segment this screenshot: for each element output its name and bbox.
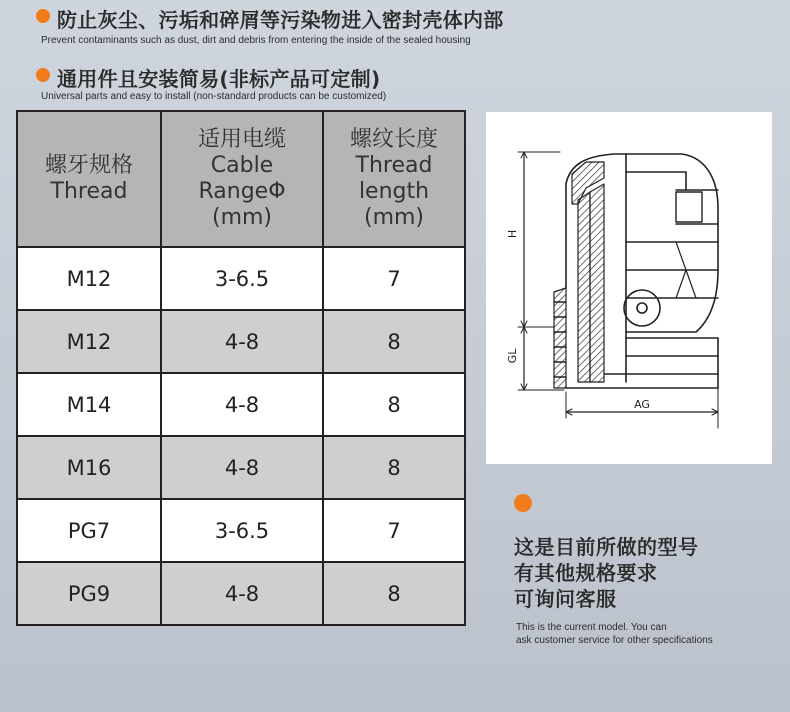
thread-length-cell: 8 (323, 310, 465, 373)
thread-length-cell: 8 (323, 562, 465, 625)
feature-subtitle-1: Prevent contaminants such as dust, dirt and debris from entering the inside of the sealed housing (41, 35, 471, 46)
column-header-line: Cable (210, 153, 274, 178)
column-header-cable-range (161, 111, 323, 247)
orange-bullet-icon (36, 68, 50, 82)
table-row (17, 499, 465, 562)
feature-title-2: 通用件且安装简易(非标产品可定制) (57, 67, 381, 91)
column-header-line: RangeΦ (198, 179, 286, 204)
note-line-3: 可询问客服 (514, 587, 617, 611)
note-line-1: 这是目前所做的型号 (514, 535, 699, 559)
cable-range-cell: 3-6.5 (161, 247, 323, 310)
thread-cell: PG7 (17, 499, 161, 562)
cable-range-cell: 4-8 (161, 436, 323, 499)
spec-table (16, 110, 466, 626)
column-header-thread-length (323, 111, 465, 247)
table-header-row (17, 111, 465, 247)
thread-cell: M14 (17, 373, 161, 436)
thread-length-cell: 8 (323, 436, 465, 499)
table-row (17, 562, 465, 625)
orange-bullet-icon (514, 494, 532, 512)
table-row (17, 247, 465, 310)
table-row (17, 310, 465, 373)
dimension-label-h: H (506, 229, 519, 239)
column-header-line: 螺牙规格 (44, 153, 133, 178)
thread-cell: M12 (17, 310, 161, 373)
note-english-line-1: This is the current model. You can (516, 622, 667, 633)
table-row (17, 436, 465, 499)
column-header-line: 适用电缆 (197, 127, 286, 152)
table-row (17, 373, 465, 436)
column-header-line: length (358, 179, 430, 204)
column-header-line: (mm) (211, 205, 273, 230)
thread-length-cell: 7 (323, 499, 465, 562)
cable-range-cell: 4-8 (161, 373, 323, 436)
note-line-2: 有其他规格要求 (514, 561, 658, 585)
feature-title-1: 防止灰尘、污垢和碎屑等污染物进入密封壳体内部 (57, 8, 504, 32)
column-header-line: Thread (50, 179, 128, 204)
cable-gland-diagram (486, 112, 772, 464)
column-header-line: (mm) (363, 205, 425, 230)
thread-cell: M12 (17, 247, 161, 310)
dimension-label-ag: AG (634, 398, 650, 411)
thread-cell: M16 (17, 436, 161, 499)
column-header-line: 螺纹长度 (349, 127, 438, 152)
thread-length-cell: 8 (323, 373, 465, 436)
column-header-thread (17, 111, 161, 247)
note-english-line-2: ask customer service for other specifications (516, 635, 713, 646)
orange-bullet-icon (36, 9, 50, 23)
thread-cell: PG9 (17, 562, 161, 625)
thread-length-cell: 7 (323, 247, 465, 310)
feature-subtitle-2: Universal parts and easy to install (non-standard products can be customized) (41, 91, 387, 102)
dimension-label-gl: GL (506, 348, 519, 364)
cable-range-cell: 3-6.5 (161, 499, 323, 562)
cable-range-cell: 4-8 (161, 310, 323, 373)
column-header-line: Thread (355, 153, 433, 178)
cable-range-cell: 4-8 (161, 562, 323, 625)
technical-drawing (486, 112, 772, 464)
